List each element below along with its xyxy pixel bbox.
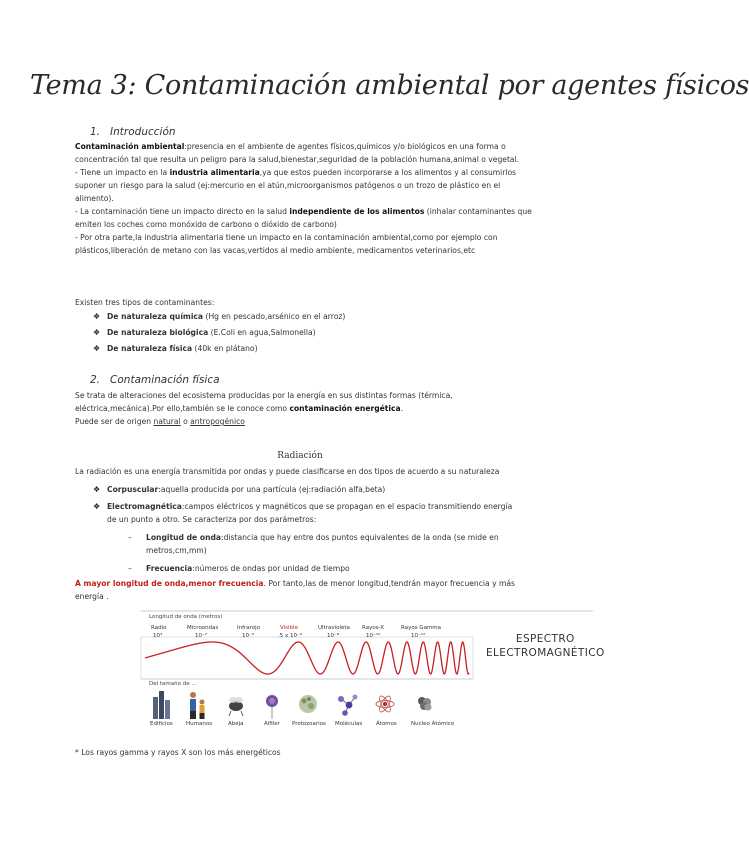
text: suponer un riesgo para la salud (ej:mercurio en el atún,microorganismos patógenos o un trozo de plástico en el [75, 181, 501, 190]
pin-icon [266, 695, 278, 719]
text: :aquella producida por una partícula (ej:radiación alfa,beta) [158, 485, 386, 494]
bee-icon [229, 697, 243, 716]
sub-list-item [128, 531, 598, 557]
text: energía . [75, 592, 109, 601]
band-name: Rayos Gamma [401, 625, 442, 631]
underlined-term: antropogénico [190, 417, 245, 426]
band-name: Ultravioleta [318, 625, 350, 631]
text: alimento). [75, 194, 114, 203]
diamond-bullet-icon: ❖ [93, 328, 101, 337]
text: (Hg en pescado,arsénico en el arroz) [203, 312, 346, 321]
section-title: Contaminación física [110, 374, 220, 386]
section-2-heading [90, 374, 220, 386]
band-name: Radio [151, 625, 167, 631]
text: (E.Coli en agua,Salmonella) [208, 328, 316, 337]
diamond-bullet-icon: ❖ [93, 502, 101, 511]
list-item [93, 483, 385, 496]
object-label: Abeja [228, 721, 244, 727]
page-title: Tema 3: Contaminación ambiental por agentes físicos [30, 70, 749, 101]
text: concentración tal que resulta un peligro para la salud,bienestar,seguridad de la población humana,animal o vegetal. [75, 155, 520, 164]
text: Se trata de alteraciones del ecosistema producidas por la energía en sus distintas formas (térmica, [75, 391, 453, 400]
text: plásticos,liberación de metano con las vacas,vertidos al medio ambiente, medicamentos veterinarios,etc [75, 246, 476, 255]
band-value: .5 x 10⁻⁶ [278, 633, 303, 639]
text: metros,cm,mm) [146, 546, 207, 555]
band-value: 10⁻¹² [411, 633, 426, 639]
radiacion-intro: La radiación es una energía transmitida por ondas y puede clasificarse en dos tipos de acuerdo a su naturaleza [75, 467, 500, 476]
atoms-icon [376, 694, 394, 713]
emphasis: independiente de los alimentos [289, 207, 425, 216]
object-label: Edificios [150, 721, 173, 727]
sub-list-item [128, 562, 350, 575]
band-name: Microondas [187, 625, 219, 631]
spectrum-title-line: ELECTROMAGNÉTICO [486, 647, 605, 659]
emphasis: industria alimentaria [169, 168, 260, 177]
text: - Por otra parte,la industria alimentaria tiene un impacto en la contaminación ambiental,como por ejemplo con [75, 233, 498, 242]
emphasis: contaminación energética [289, 404, 401, 413]
highlighted-text: A mayor longitud de onda,menor frecuencia [75, 579, 264, 588]
underlined-term: natural [153, 417, 181, 426]
emphasis: Corpuscular [107, 485, 159, 494]
section-number: 1. [90, 126, 101, 138]
humans-icon [190, 692, 205, 719]
diamond-bullet-icon: ❖ [93, 344, 101, 353]
text: :presencia en el ambiente de agentes físicos,químicos y/o biológicos en una forma o [184, 142, 506, 151]
band-value: 10⁻⁸ [327, 633, 340, 639]
list-item [93, 310, 345, 323]
text: (inhalar contaminantes que [424, 207, 532, 216]
text: - Tiene un impacto en la [75, 168, 170, 177]
emphasis: De naturaleza física [107, 344, 193, 353]
intro-paragraph [75, 140, 595, 257]
molecules-icon [338, 695, 358, 716]
emphasis: Frecuencia [146, 564, 193, 573]
electromagnetic-spectrum-figure [141, 607, 605, 743]
list-item [93, 500, 593, 526]
protozoa-icon [299, 695, 317, 713]
text: (40k en plátano) [192, 344, 258, 353]
term: Contaminación ambiental [75, 142, 185, 151]
object-label: Nucleo Atómico [411, 721, 455, 727]
band-value: 10³ [153, 633, 163, 639]
object-label: Humanos [186, 721, 213, 727]
band-name: Infrarojo [237, 625, 261, 631]
emphasis: De naturaleza química [107, 312, 204, 321]
band-value: 10⁻⁵ [242, 633, 255, 639]
buildings-icon [153, 691, 170, 719]
dash-bullet: – [128, 533, 132, 542]
list-item [93, 326, 316, 339]
emphasis: De naturaleza biológica [107, 328, 209, 337]
axis-label: Longitud de onda (metros) [149, 614, 223, 620]
list-item [93, 342, 258, 355]
wave-frame [141, 637, 473, 679]
spectrum-title [486, 632, 605, 660]
object-label: Alfiler [264, 721, 280, 727]
object-label: Moléculas [335, 721, 363, 727]
text: :distancia que hay entre dos puntos equivalentes de la onda (se mide en [221, 533, 499, 542]
emphasis: Electromagnética [107, 502, 182, 511]
text: eléctrica,mecánica).Por ello,también se le conoce como [75, 404, 290, 413]
fisica-paragraph [75, 389, 595, 428]
text: :números de ondas por unidad de tiempo [192, 564, 350, 573]
section-title: Introducción [110, 126, 176, 138]
emphasis: Longitud de onda [146, 533, 222, 542]
dash-bullet: – [128, 564, 132, 573]
band-value: 10⁻² [195, 633, 208, 639]
text: :campos eléctricos y magnéticos que se propagan en el espacio transmitiendo energía [181, 502, 513, 511]
diamond-bullet-icon: ❖ [93, 312, 101, 321]
spectrum-title-line: ESPECTRO [515, 633, 575, 645]
text: ,ya que estos pueden incorporarse a los alimentos y al consumirlos [259, 168, 517, 177]
diamond-bullet-icon: ❖ [93, 485, 101, 494]
object-label: Átomos [376, 721, 397, 727]
footnote: * Los rayos gamma y rayos X son los más energéticos [75, 748, 281, 757]
atomic-nucleus-icon [418, 697, 432, 711]
radiacion-heading: Radiación [277, 451, 323, 461]
text: de un punto a otro. Se caracteriza por dos parámetros: [107, 515, 317, 524]
object-label: Protozoarios [292, 721, 326, 727]
text: Puede ser de origen [75, 417, 154, 426]
text: emiten los coches como monóxido de carbono o dióxido de carbono) [75, 220, 337, 229]
band-name: Rayos-X [362, 625, 385, 631]
size-label: Del tamaño de ... [149, 681, 197, 687]
text: . [400, 404, 404, 413]
section-1-heading [90, 126, 176, 138]
text: - La contaminación tiene un impacto directo en la salud [75, 207, 290, 216]
band-name-visible: Visible [280, 625, 298, 631]
band-value: 10⁻¹⁰ [366, 633, 381, 639]
types-intro: Existen tres tipos de contaminantes: [75, 298, 215, 307]
section-number: 2. [90, 374, 101, 386]
text: . Por tanto,las de menor longitud,tendrán mayor frecuencia y más [263, 579, 516, 588]
key-statement [75, 577, 595, 603]
text: o [180, 417, 191, 426]
